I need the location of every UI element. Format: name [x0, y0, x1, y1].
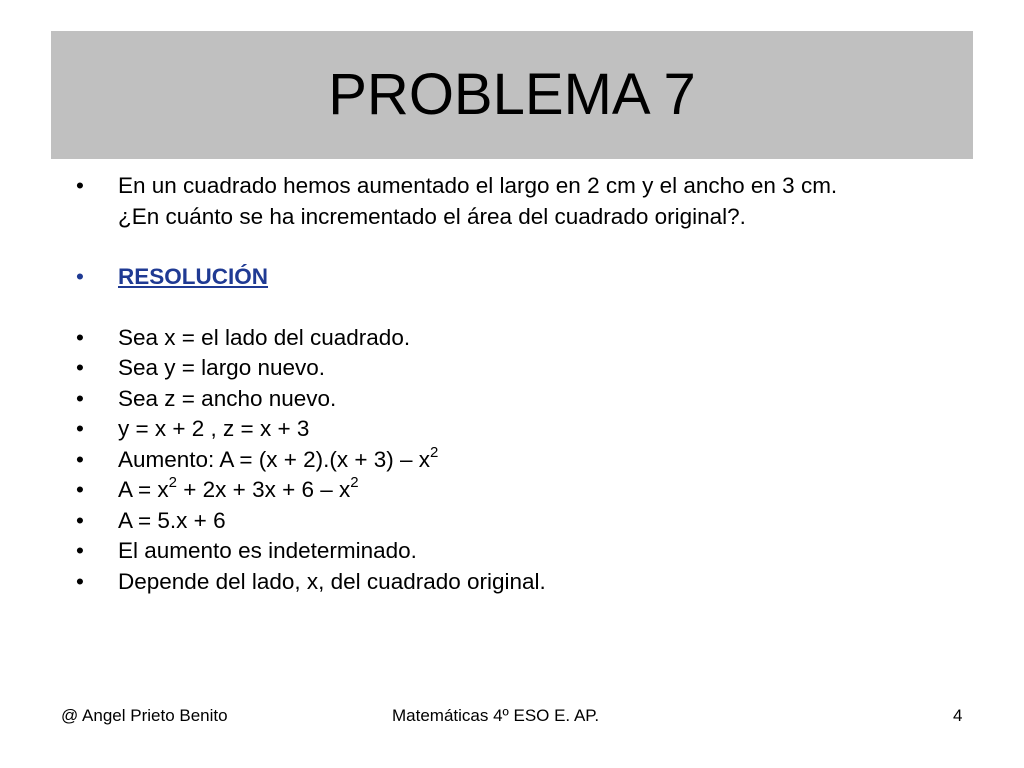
bullet-icon: • [76, 446, 84, 472]
footer-author: @ Angel Prieto Benito [61, 706, 228, 725]
step-text: Sea z = ancho nuevo. [118, 385, 337, 411]
bullet-icon: • [76, 173, 84, 198]
bullet-icon: • [76, 264, 84, 289]
list-item [76, 506, 976, 537]
step-formula: Aumento: $A = (x + 2).(x + 3) - x^2$ [118, 443, 439, 472]
list-item [76, 171, 976, 232]
step-text: Sea y = largo nuevo. [118, 355, 326, 380]
list-item [76, 536, 976, 567]
bullet-icon: • [76, 355, 84, 380]
problem-statement: En un cuadrado hemos aumentado el largo en 2 cm y el ancho en 3 cm. ¿En cuánto se ha incrementado el área del cuadrado original?. [118, 173, 838, 229]
step-text: Sea x = el lado del cuadrado. [118, 324, 411, 350]
resolution-link[interactable]: RESOLUCIÓN [118, 264, 269, 289]
step-text: A = 5.x + 6 [118, 507, 226, 533]
bullet-icon: • [76, 477, 84, 502]
list-item [76, 384, 976, 415]
list-item [76, 475, 976, 506]
slide-title: PROBLEMA 7 [328, 62, 696, 127]
list-item [76, 445, 976, 476]
bullet-icon: • [76, 416, 84, 441]
bullet-icon: • [76, 385, 84, 411]
bullet-icon: • [76, 324, 84, 350]
bullet-icon: • [76, 538, 84, 563]
step-text: El aumento es indeterminado. [118, 538, 417, 563]
footer-page-number: 4 [953, 706, 963, 725]
list-item [76, 353, 976, 384]
list-item [76, 567, 976, 598]
footer-course: Matemáticas 4º ESO E. AP. [392, 706, 600, 725]
step-formula: $A = x^2 + 2x + 3x + 6 - x^2$ [118, 474, 359, 502]
list-item [76, 262, 976, 293]
step-text: y = x + 2 , z = x + 3 [118, 416, 310, 441]
bullet-icon: • [76, 507, 84, 533]
title-band [51, 31, 973, 159]
list-item [76, 414, 976, 445]
slide-content [76, 171, 976, 597]
bullet-icon: • [76, 568, 84, 594]
list-item [76, 323, 976, 354]
step-text: Depende del lado, x, del cuadrado original. [118, 568, 546, 594]
